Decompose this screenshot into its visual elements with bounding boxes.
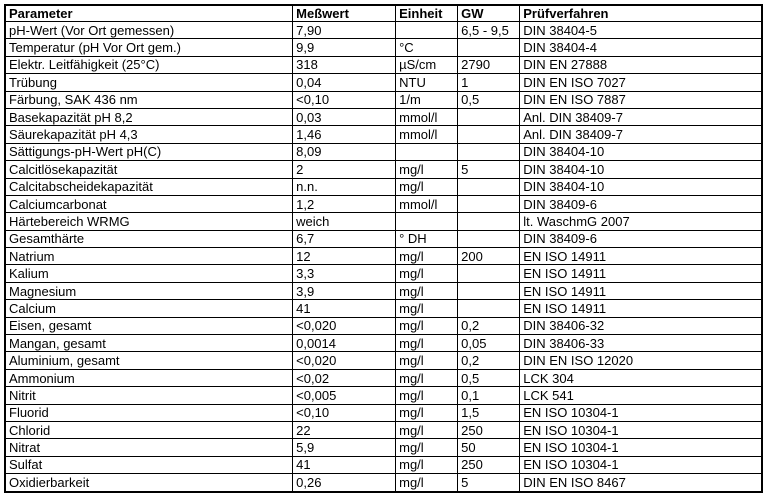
cell-parameter: Trübung	[5, 74, 293, 91]
water-analysis-table	[4, 4, 763, 493]
cell-einheit	[396, 213, 458, 230]
cell-messwert: <0,10	[293, 404, 396, 421]
cell-einheit: mg/l	[396, 421, 458, 438]
table-row	[5, 439, 762, 456]
cell-einheit: NTU	[396, 74, 458, 91]
column-header-gw: GW	[458, 5, 520, 22]
cell-gw: 6,5 - 9,5	[458, 22, 520, 39]
table-row	[5, 91, 762, 108]
cell-parameter: Nitrat	[5, 439, 293, 456]
cell-gw: 200	[458, 248, 520, 265]
cell-gw: 1	[458, 74, 520, 91]
cell-gw	[458, 300, 520, 317]
cell-pruefverfahren: DIN EN ISO 7887	[520, 91, 762, 108]
cell-messwert: 0,26	[293, 474, 396, 492]
cell-messwert: 1,2	[293, 195, 396, 212]
table-row	[5, 230, 762, 247]
cell-parameter: pH-Wert (Vor Ort gemessen)	[5, 22, 293, 39]
cell-pruefverfahren: DIN EN ISO 7027	[520, 74, 762, 91]
cell-parameter: Mangan, gesamt	[5, 335, 293, 352]
table-row	[5, 178, 762, 195]
cell-parameter: Oxidierbarkeit	[5, 474, 293, 492]
cell-pruefverfahren: DIN 38404-10	[520, 161, 762, 178]
cell-einheit: mg/l	[396, 178, 458, 195]
cell-messwert: <0,02	[293, 369, 396, 386]
cell-parameter: Calcitabscheidekapazität	[5, 178, 293, 195]
cell-gw: 5	[458, 474, 520, 492]
cell-einheit: mg/l	[396, 387, 458, 404]
cell-pruefverfahren: EN ISO 10304-1	[520, 421, 762, 438]
cell-pruefverfahren: EN ISO 10304-1	[520, 456, 762, 473]
cell-gw: 0,2	[458, 352, 520, 369]
cell-gw	[458, 213, 520, 230]
cell-einheit: mg/l	[396, 265, 458, 282]
table-row	[5, 108, 762, 125]
table-row	[5, 39, 762, 56]
table-row	[5, 248, 762, 265]
cell-einheit: µS/cm	[396, 56, 458, 73]
cell-messwert: 41	[293, 300, 396, 317]
table-row	[5, 213, 762, 230]
cell-messwert: <0,020	[293, 317, 396, 334]
cell-messwert: 12	[293, 248, 396, 265]
cell-parameter: Gesamthärte	[5, 230, 293, 247]
cell-einheit: mg/l	[396, 161, 458, 178]
cell-pruefverfahren: DIN 38406-32	[520, 317, 762, 334]
cell-messwert: 8,09	[293, 143, 396, 160]
cell-parameter: Färbung, SAK 436 nm	[5, 91, 293, 108]
cell-parameter: Sulfat	[5, 456, 293, 473]
table-row	[5, 335, 762, 352]
cell-parameter: Basekapazität pH 8,2	[5, 108, 293, 125]
cell-parameter: Kalium	[5, 265, 293, 282]
cell-pruefverfahren: DIN 38409-6	[520, 230, 762, 247]
cell-einheit: mg/l	[396, 317, 458, 334]
cell-messwert: 2	[293, 161, 396, 178]
cell-parameter: Fluorid	[5, 404, 293, 421]
cell-parameter: Nitrit	[5, 387, 293, 404]
cell-gw	[458, 143, 520, 160]
cell-einheit: mg/l	[396, 404, 458, 421]
cell-messwert: <0,020	[293, 352, 396, 369]
cell-parameter: Sättigungs-pH-Wert pH(C)	[5, 143, 293, 160]
cell-messwert: 22	[293, 421, 396, 438]
cell-parameter: Ammonium	[5, 369, 293, 386]
cell-pruefverfahren: EN ISO 10304-1	[520, 404, 762, 421]
cell-gw: 0,5	[458, 91, 520, 108]
cell-gw	[458, 265, 520, 282]
cell-parameter: Magnesium	[5, 282, 293, 299]
table-header	[5, 5, 762, 22]
cell-pruefverfahren: DIN EN ISO 8467	[520, 474, 762, 492]
table-row	[5, 369, 762, 386]
cell-pruefverfahren: DIN 38404-10	[520, 178, 762, 195]
table-row	[5, 387, 762, 404]
column-header-pruefverfahren: Prüfverfahren	[520, 5, 762, 22]
cell-gw: 50	[458, 439, 520, 456]
cell-gw: 5	[458, 161, 520, 178]
table-row	[5, 352, 762, 369]
cell-pruefverfahren: DIN 38404-5	[520, 22, 762, 39]
cell-pruefverfahren: lt. WaschmG 2007	[520, 213, 762, 230]
table-body	[5, 22, 762, 493]
table-row	[5, 421, 762, 438]
cell-pruefverfahren: EN ISO 14911	[520, 265, 762, 282]
cell-einheit: mg/l	[396, 369, 458, 386]
cell-einheit: mg/l	[396, 282, 458, 299]
cell-einheit: mg/l	[396, 248, 458, 265]
table-row	[5, 317, 762, 334]
cell-gw: 0,05	[458, 335, 520, 352]
cell-messwert: <0,005	[293, 387, 396, 404]
cell-pruefverfahren: EN ISO 14911	[520, 282, 762, 299]
cell-einheit	[396, 143, 458, 160]
cell-gw: 250	[458, 421, 520, 438]
column-header-parameter: Parameter	[5, 5, 293, 22]
cell-parameter: Chlorid	[5, 421, 293, 438]
cell-messwert: 3,3	[293, 265, 396, 282]
cell-einheit: mg/l	[396, 335, 458, 352]
table-row	[5, 282, 762, 299]
cell-gw	[458, 282, 520, 299]
cell-pruefverfahren: DIN 38409-6	[520, 195, 762, 212]
cell-einheit: mmol/l	[396, 108, 458, 125]
cell-messwert: 6,7	[293, 230, 396, 247]
cell-einheit: mg/l	[396, 352, 458, 369]
table-row	[5, 474, 762, 492]
cell-gw	[458, 108, 520, 125]
cell-pruefverfahren: EN ISO 14911	[520, 248, 762, 265]
cell-messwert: 3,9	[293, 282, 396, 299]
cell-parameter: Eisen, gesamt	[5, 317, 293, 334]
table-row	[5, 456, 762, 473]
column-header-einheit: Einheit	[396, 5, 458, 22]
cell-messwert: 0,03	[293, 108, 396, 125]
cell-messwert: 1,46	[293, 126, 396, 143]
table-row	[5, 74, 762, 91]
cell-einheit: mg/l	[396, 474, 458, 492]
column-header-messwert: Meßwert	[293, 5, 396, 22]
cell-gw	[458, 39, 520, 56]
cell-messwert: <0,10	[293, 91, 396, 108]
cell-pruefverfahren: LCK 541	[520, 387, 762, 404]
table-row	[5, 195, 762, 212]
cell-parameter: Härtebereich WRMG	[5, 213, 293, 230]
cell-messwert: 318	[293, 56, 396, 73]
cell-messwert: 0,04	[293, 74, 396, 91]
cell-einheit: 1/m	[396, 91, 458, 108]
cell-gw	[458, 126, 520, 143]
cell-messwert: n.n.	[293, 178, 396, 195]
table-row	[5, 265, 762, 282]
cell-einheit: mg/l	[396, 300, 458, 317]
cell-messwert: weich	[293, 213, 396, 230]
table-row	[5, 56, 762, 73]
cell-gw	[458, 195, 520, 212]
cell-einheit: °C	[396, 39, 458, 56]
cell-parameter: Temperatur (pH Vor Ort gem.)	[5, 39, 293, 56]
cell-einheit: ° DH	[396, 230, 458, 247]
cell-parameter: Calcium	[5, 300, 293, 317]
table-row	[5, 126, 762, 143]
cell-gw: 1,5	[458, 404, 520, 421]
cell-einheit: mmol/l	[396, 126, 458, 143]
cell-pruefverfahren: DIN 38406-33	[520, 335, 762, 352]
cell-messwert: 0,0014	[293, 335, 396, 352]
cell-pruefverfahren: Anl. DIN 38409-7	[520, 108, 762, 125]
cell-gw: 2790	[458, 56, 520, 73]
cell-gw	[458, 178, 520, 195]
cell-pruefverfahren: EN ISO 10304-1	[520, 439, 762, 456]
cell-einheit: mg/l	[396, 456, 458, 473]
cell-einheit: mg/l	[396, 439, 458, 456]
cell-gw: 0,5	[458, 369, 520, 386]
cell-gw: 0,2	[458, 317, 520, 334]
cell-messwert: 5,9	[293, 439, 396, 456]
cell-parameter: Calcitlösekapazität	[5, 161, 293, 178]
cell-gw: 250	[458, 456, 520, 473]
cell-gw	[458, 230, 520, 247]
cell-pruefverfahren: LCK 304	[520, 369, 762, 386]
cell-parameter: Natrium	[5, 248, 293, 265]
table-row	[5, 404, 762, 421]
cell-pruefverfahren: EN ISO 14911	[520, 300, 762, 317]
cell-pruefverfahren: DIN 38404-10	[520, 143, 762, 160]
cell-pruefverfahren: DIN 38404-4	[520, 39, 762, 56]
table-row	[5, 161, 762, 178]
cell-parameter: Calciumcarbonat	[5, 195, 293, 212]
cell-gw: 0,1	[458, 387, 520, 404]
cell-pruefverfahren: DIN EN ISO 12020	[520, 352, 762, 369]
cell-messwert: 41	[293, 456, 396, 473]
cell-parameter: Säurekapazität pH 4,3	[5, 126, 293, 143]
cell-parameter: Aluminium, gesamt	[5, 352, 293, 369]
cell-pruefverfahren: DIN EN 27888	[520, 56, 762, 73]
table-row	[5, 300, 762, 317]
table-row	[5, 143, 762, 160]
cell-einheit	[396, 22, 458, 39]
cell-einheit: mmol/l	[396, 195, 458, 212]
cell-messwert: 9,9	[293, 39, 396, 56]
cell-parameter: Elektr. Leitfähigkeit (25°C)	[5, 56, 293, 73]
cell-pruefverfahren: Anl. DIN 38409-7	[520, 126, 762, 143]
header-row	[5, 5, 762, 22]
cell-messwert: 7,90	[293, 22, 396, 39]
table-row	[5, 22, 762, 39]
